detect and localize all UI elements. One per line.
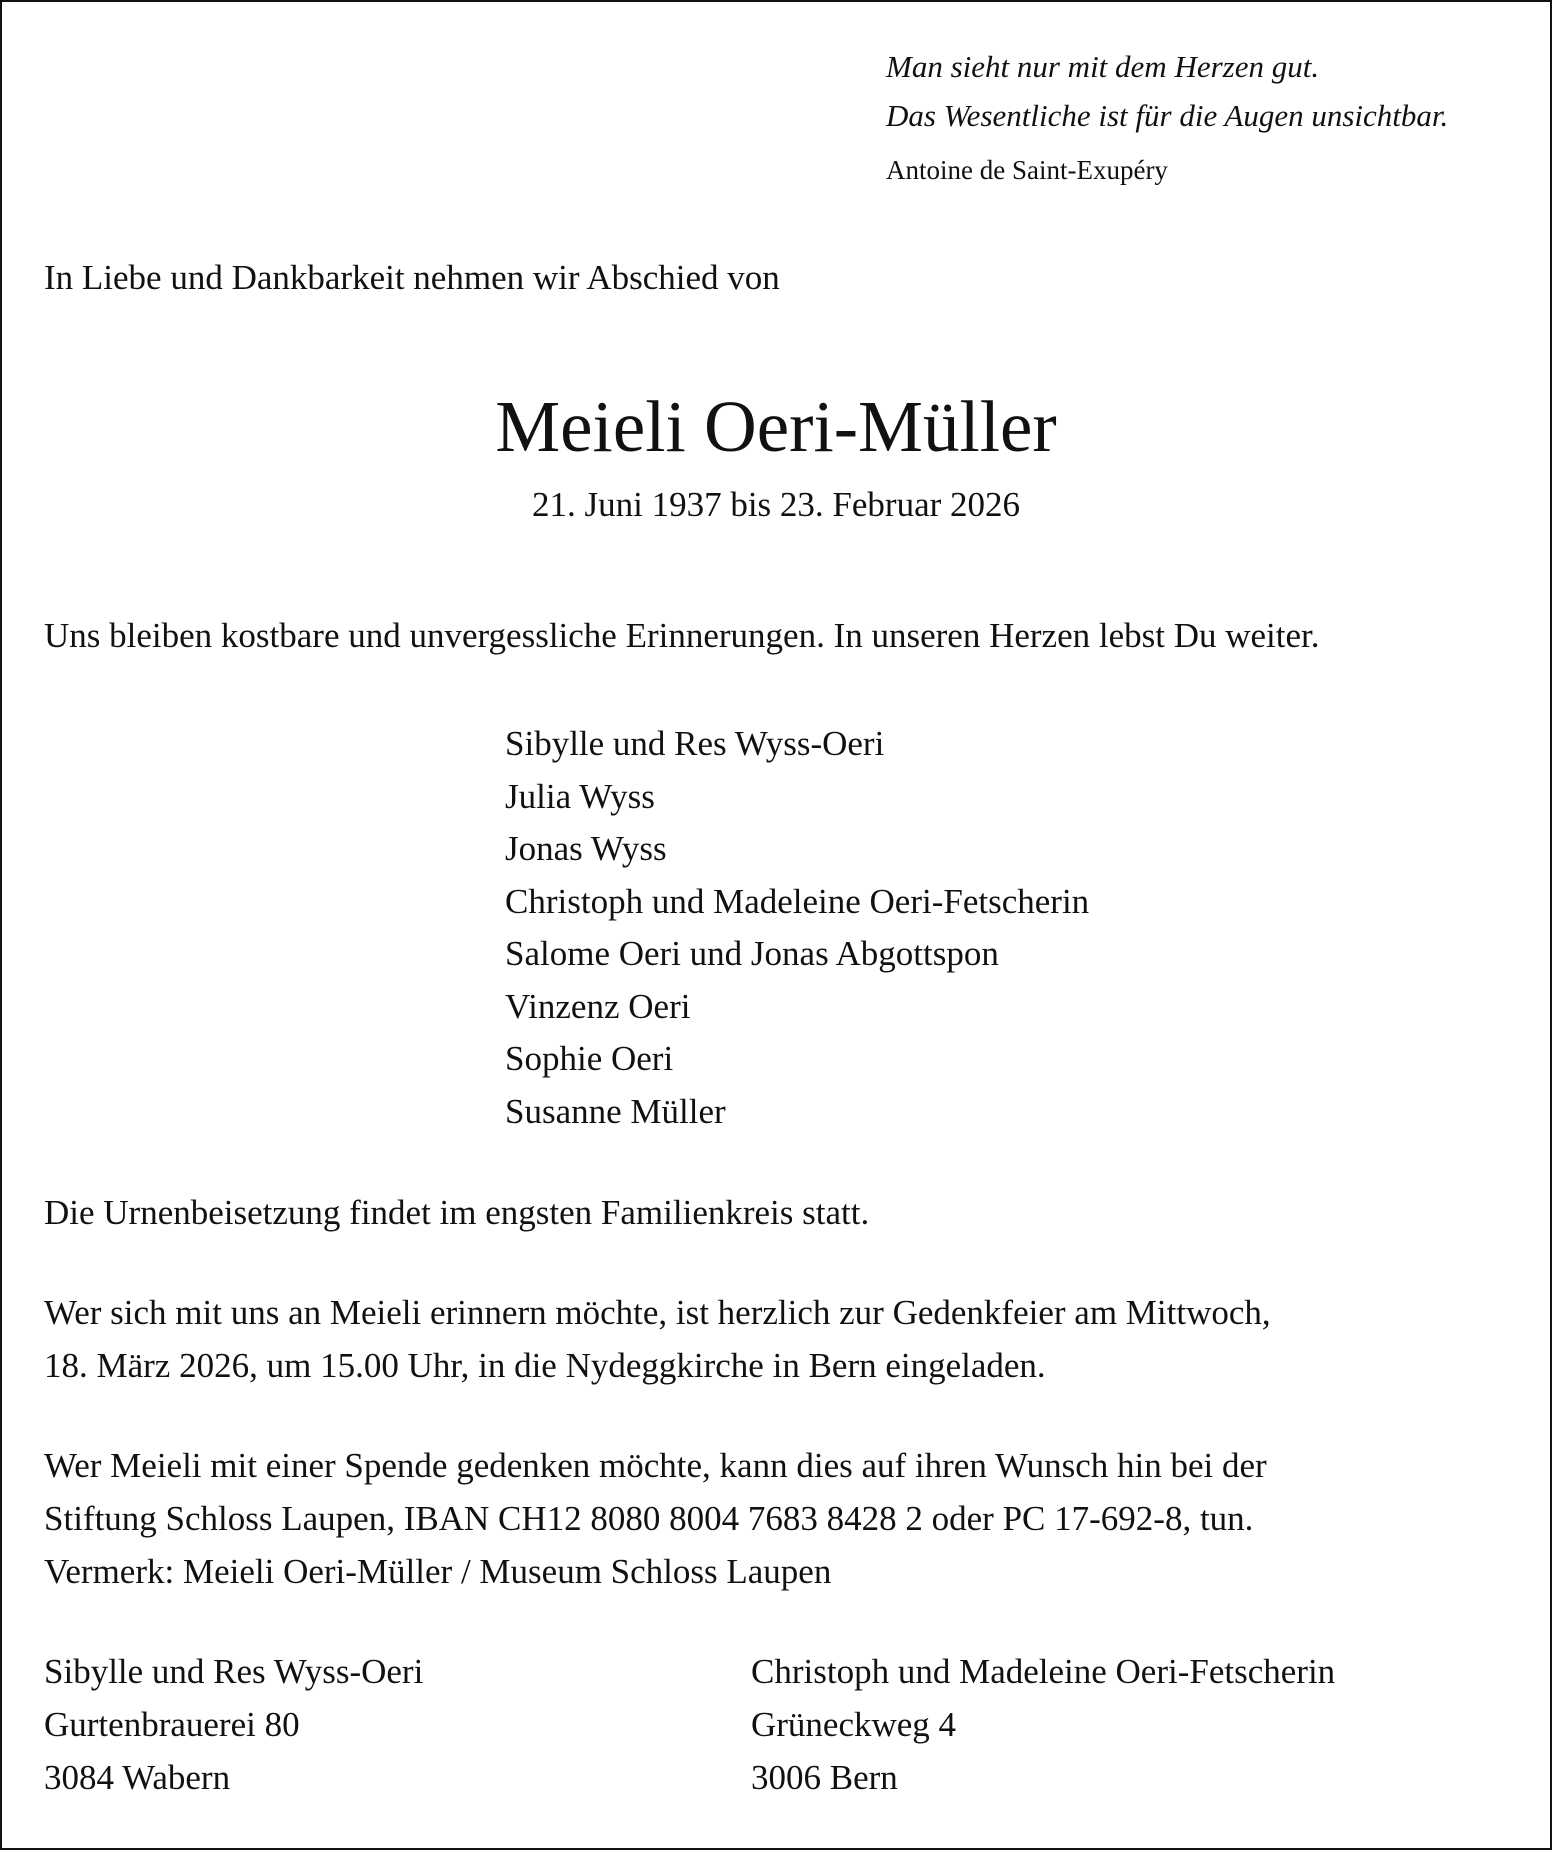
family-address (44, 1645, 423, 1804)
mourner-name: Jonas Wyss (505, 829, 667, 868)
memory-line: Uns bleiben kostbare und unvergessliche Erinnerungen. In unseren Herzen lebst Du weiter. (44, 616, 1320, 655)
deceased-name: Meieli Oeri-Müller (495, 386, 1057, 467)
mourner-name: Sophie Oeri (505, 1039, 674, 1078)
donation-line: Vermerk: Meieli Oeri-Müller / Museum Schloss Laupen (44, 1552, 832, 1591)
epigraph-quote (886, 42, 1526, 190)
donation-line: Stiftung Schloss Laupen, IBAN CH12 8080 8004 7683 8428 2 oder PC 17-692-8, tun. (44, 1499, 1254, 1538)
mourners-list (505, 718, 1089, 1138)
memorial-line: Wer sich mit uns an Meieli erinnern möchte, ist herzlich zur Gedenkfeier am Mittwoch, (44, 1293, 1271, 1332)
donation-notice (44, 1439, 1267, 1598)
memorial-invitation (44, 1286, 1271, 1392)
donation-line: Wer Meieli mit einer Spende gedenken möchte, kann dies auf ihren Wunsch hin bei der (44, 1446, 1267, 1485)
quote-line: Das Wesentliche ist für die Augen unsichtbar. (886, 98, 1449, 133)
quote-line: Man sieht nur mit dem Herzen gut. (886, 49, 1320, 84)
mourner-name: Vinzenz Oeri (505, 986, 691, 1026)
mourner-name: Salome Oeri und Jonas Abgottspon (505, 934, 999, 973)
address-name: Sibylle und Res Wyss-Oeri (44, 1652, 424, 1691)
address-city: 3084 Wabern (44, 1758, 231, 1797)
memorial-line: 18. März 2026, um 15.00 Uhr, in die Nydeggkirche in Bern eingeladen. (44, 1346, 1046, 1385)
burial-notice: Die Urnenbeisetzung findet im engsten Familienkreis statt. (44, 1193, 870, 1232)
address-city: 3006 Bern (751, 1758, 898, 1797)
address-name: Christoph und Madeleine Oeri-Fetscherin (751, 1652, 1336, 1691)
mourner-name: Susanne Müller (505, 1091, 726, 1131)
address-street: Grüneckweg 4 (751, 1705, 957, 1744)
address-street: Gurtenbrauerei 80 (44, 1705, 300, 1744)
mourner-name: Christoph und Madeleine Oeri-Fetscherin (505, 881, 1090, 921)
mourner-name: Julia Wyss (505, 776, 655, 816)
mourner-name: Sibylle und Res Wyss-Oeri (505, 724, 885, 763)
family-address (751, 1645, 1335, 1804)
intro-text: In Liebe und Dankbarkeit nehmen wir Abschied von (44, 258, 780, 297)
life-dates: 21. Juni 1937 bis 23. Februar 2026 (531, 485, 1021, 524)
quote-author: Antoine de Saint-Exupéry (886, 155, 1168, 185)
